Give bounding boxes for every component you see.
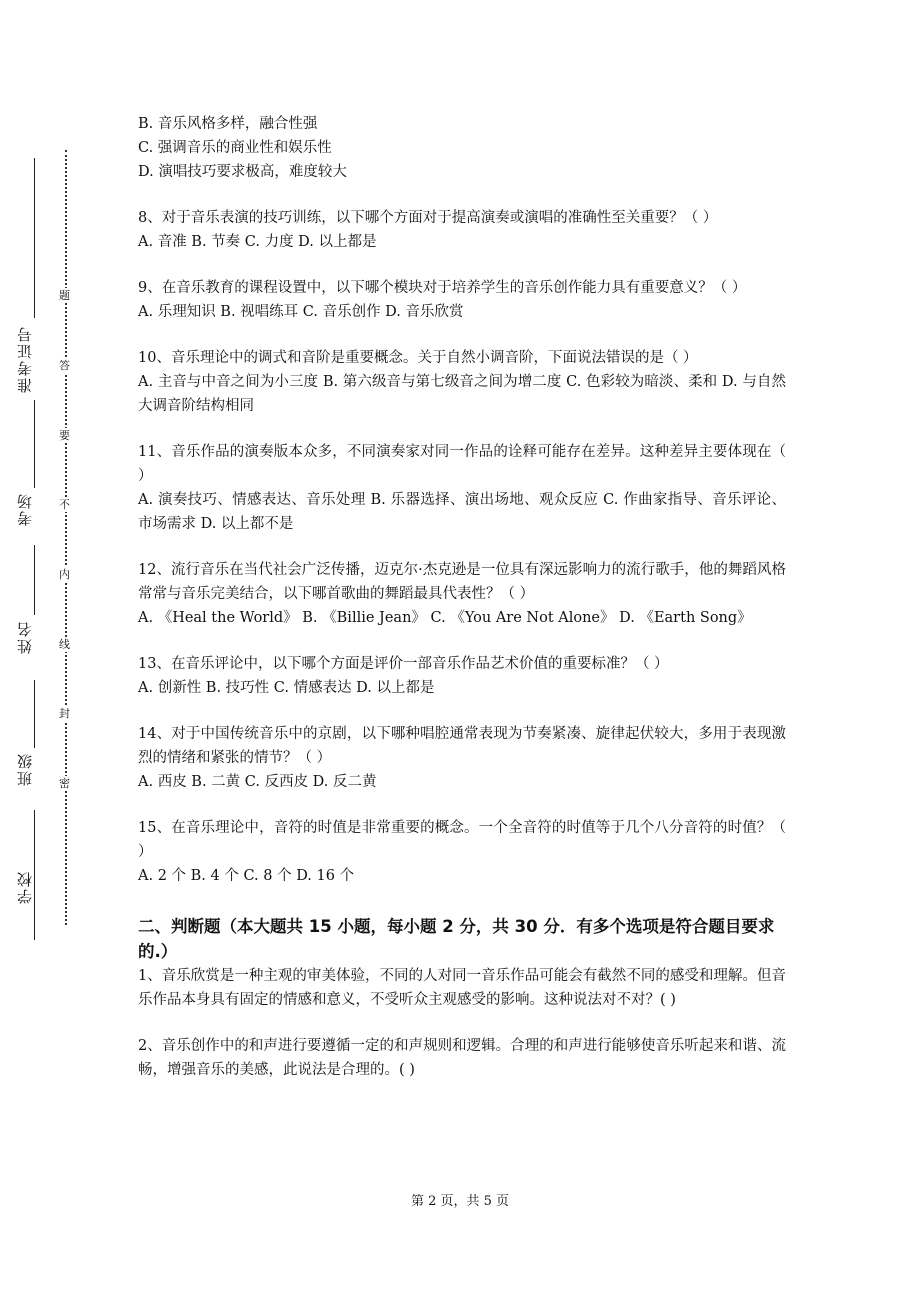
question-options: A. 《Heal the World》 B. 《Billie Jean》 C. 《You Are Not Alone》 D. 《Earth Song》 <box>138 610 752 626</box>
question-stem: 8、对于音乐表演的技巧训练，以下哪个方面对于提高演奏或演唱的准确性至关重要？（ ） <box>138 210 718 226</box>
question-14 <box>138 722 786 794</box>
question-options: A. 音准 B. 节奏 C. 力度 D. 以上都是 <box>138 234 377 250</box>
class-field <box>14 752 35 786</box>
option-line: B. 音乐风格多样，融合性强 <box>138 116 318 132</box>
seal-char-xian: 线 <box>59 638 70 651</box>
room-label: 考场 <box>16 492 34 526</box>
seal-char-feng: 封 <box>59 707 70 720</box>
question-options: A. 主音与中音之间为小三度 B. 第六级音与第七级音之间为增二度 C. 色彩较为暗淡、柔和 D. 与自然大调音阶结构相同 <box>138 374 786 414</box>
question-stem: 11、音乐作品的演奏版本众多，不同演奏家对同一作品的诠释可能存在差异。这种差异主要体现在（ ） <box>138 444 786 484</box>
question-15 <box>138 816 786 888</box>
seal-char-bu: 不 <box>59 498 70 511</box>
page-number: 第 2 页，共 5 页 <box>410 1194 510 1209</box>
question-stem: 10、音乐理论中的调式和音阶是重要概念。关于自然小调音阶，下面说法错误的是（ ） <box>138 350 698 366</box>
question-12 <box>138 558 786 630</box>
ticket-label: 准考证号 <box>16 325 34 393</box>
judgment-item-2: 2、音乐创作中的和声进行要遵循一定的和声规则和逻辑。合理的和声进行能够使音乐听起来和谐、流畅，增强音乐的美感，此说法是合理的。( ) <box>138 1038 786 1078</box>
question-options: A. 创新性 B. 技巧性 C. 情感表达 D. 以上都是 <box>138 680 435 696</box>
question-stem: 12、流行音乐在当代社会广泛传播，迈克尔·杰克逊是一位具有深远影响力的流行歌手，他的舞蹈风格常常与音乐完美结合，以下哪首歌曲的舞蹈最具代表性？（ ） <box>138 562 786 602</box>
exam-content <box>138 112 786 1082</box>
seal-char-ti: 题 <box>59 289 70 302</box>
question-10 <box>138 346 786 418</box>
question-9 <box>138 276 786 324</box>
question-13 <box>138 652 786 700</box>
school-label: 学校 <box>16 870 34 904</box>
ticket-blank-line <box>34 158 35 318</box>
seal-dotted-line <box>65 150 67 925</box>
school-blank-line <box>34 810 35 940</box>
question-stem: 14、对于中国传统音乐中的京剧，以下哪种唱腔通常表现为节奏紧凑、旋律起伏较大，多用于表现激烈的情绪和紧张的情节？（ ） <box>138 726 786 766</box>
class-label: 班级 <box>16 752 34 786</box>
judgment-item-1: 1、音乐欣赏是一种主观的审美体验，不同的人对同一音乐作品可能会有截然不同的感受和理解。但音乐作品本身具有固定的情感和意义，不受听众主观感受的影响。这种说法对不对？( ) <box>138 968 786 1008</box>
question-stem: 13、在音乐评论中，以下哪个方面是评价一部音乐作品艺术价值的重要标准？（ ） <box>138 656 669 672</box>
name-field <box>14 620 35 654</box>
name-blank-line <box>34 545 35 615</box>
seal-char-mi: 密 <box>59 777 70 790</box>
room-blank-line <box>34 400 35 488</box>
room-field <box>14 492 35 526</box>
seal-char-yao: 要 <box>59 429 70 442</box>
question-8 <box>138 206 786 254</box>
name-label: 姓名 <box>16 620 34 654</box>
school-field <box>14 870 35 904</box>
question-stem: 9、在音乐教育的课程设置中，以下哪个模块对于培养学生的音乐创作能力具有重要意义？（ ） <box>138 280 747 296</box>
question-options: A. 乐理知识 B. 视唱练耳 C. 音乐创作 D. 音乐欣赏 <box>138 304 464 320</box>
section-heading: 二、判断题（本大题共 15 小题，每小题 2 分，共 30 分．有多个选项是符合题目要求的.） <box>138 917 775 961</box>
question-options: A. 2 个 B. 4 个 C. 8 个 D. 16 个 <box>138 868 355 884</box>
question-options: A. 演奏技巧、情感表达、音乐处理 B. 乐器选择、演出场地、观众反应 C. 作曲家指导、音乐评论、市场需求 D. 以上都不是 <box>138 492 786 532</box>
question-options: A. 西皮 B. 二黄 C. 反西皮 D. 反二黄 <box>138 774 377 790</box>
question-11 <box>138 440 786 536</box>
question-stem: 15、在音乐理论中，音符的时值是非常重要的概念。一个全音符的时值等于几个八分音符的时值？（ ） <box>138 820 786 860</box>
class-blank-line <box>34 680 35 748</box>
seal-char-nei: 内 <box>59 568 70 581</box>
option-line: C. 强调音乐的商业性和娱乐性 <box>138 140 332 156</box>
ticket-field <box>14 325 35 393</box>
option-line: D. 演唱技巧要求极高，难度较大 <box>138 164 347 180</box>
seal-char-da: 答 <box>59 359 70 372</box>
